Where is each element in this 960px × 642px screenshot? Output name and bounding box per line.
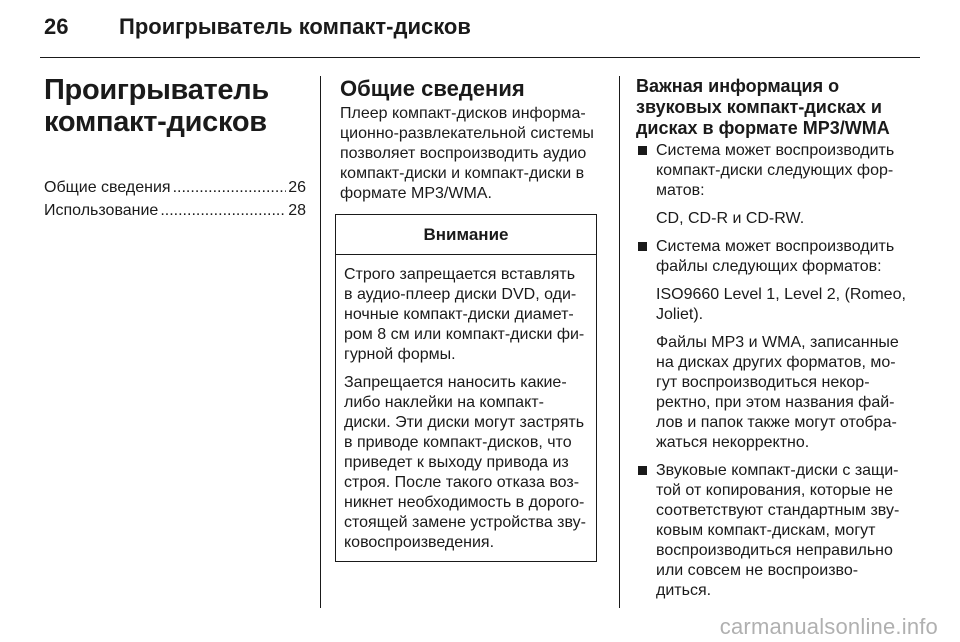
text-line: той от копирования, которые не xyxy=(656,482,894,499)
chapter-title xyxy=(44,74,306,138)
info-list xyxy=(636,141,916,601)
text-line: Joliet). xyxy=(656,306,704,323)
toc-item-usage[interactable] xyxy=(44,199,306,222)
text-line: в аудио-плеер диски DVD, оди- xyxy=(344,286,577,303)
list-item xyxy=(636,461,916,601)
text-line: либо наклейки на компакт- xyxy=(344,394,544,411)
text-line: никнет необходимость в дорого- xyxy=(344,494,585,511)
text-line: гут воспроизводиться некор- xyxy=(656,374,870,391)
square-bullet-icon xyxy=(638,242,647,251)
text-line: Система может воспроизводить xyxy=(656,142,895,159)
intro-paragraph xyxy=(340,104,604,204)
text-line: Плеер компакт-дисков информа- xyxy=(340,105,586,122)
text-line: гурной формы. xyxy=(344,346,456,363)
text-line: в приводе компакт-дисков, что xyxy=(344,434,572,451)
text-line: воспроизводиться неправильно xyxy=(656,542,893,559)
general-column xyxy=(340,76,604,562)
chapter-column xyxy=(44,74,306,222)
section-title: Общие сведения xyxy=(340,76,525,101)
column-divider-1 xyxy=(320,76,321,608)
text-line: строя. После такого отказа воз- xyxy=(344,474,580,491)
toc-leader xyxy=(173,176,287,199)
text-line: или совсем не воспроизво- xyxy=(656,562,859,579)
toc-page: 28 xyxy=(288,202,306,219)
toc-leader xyxy=(160,199,286,222)
text-line: формате MP3/WMA. xyxy=(340,185,492,202)
chapter-title-line: Проигрыватель xyxy=(44,74,269,106)
text-line: ISO9660 Level 1, Level 2, (Romeo, xyxy=(656,286,906,303)
list-item xyxy=(636,141,916,229)
text-line: ночные компакт-диски диамет- xyxy=(344,306,574,323)
chapter-title-line: компакт-дисков xyxy=(44,106,267,138)
text-line: позволяет воспроизводить аудио xyxy=(340,145,587,162)
toc-label: Общие сведения xyxy=(44,179,171,196)
text-line: Файлы MP3 и WMA, записанные xyxy=(656,334,899,351)
list-subparagraph xyxy=(656,285,916,325)
caution-heading: Внимание xyxy=(336,215,596,255)
header-rule xyxy=(40,57,920,58)
text-line: диски. Эти диски могут застрять xyxy=(344,414,585,431)
toc-page: 26 xyxy=(288,179,306,196)
square-bullet-icon xyxy=(638,466,647,475)
text-line: Важная информация о xyxy=(636,76,840,96)
square-bullet-icon xyxy=(638,146,647,155)
text-line: компакт-диски и компакт-диски в xyxy=(340,165,585,182)
list-item xyxy=(636,237,916,453)
text-line: ректно, при этом названия фай- xyxy=(656,394,895,411)
text-line: стоящей замене устройства зву- xyxy=(344,514,586,531)
text-line: соответствуют стандартным зву- xyxy=(656,502,900,519)
text-line: Запрещается наносить какие- xyxy=(344,374,567,391)
page-number: 26 xyxy=(44,14,69,39)
text-line: дисках в формате MP3/WMA xyxy=(636,118,890,138)
caution-box xyxy=(335,214,597,562)
running-title: Проигрыватель компакт-дисков xyxy=(119,14,471,39)
caution-paragraph xyxy=(344,265,588,365)
toc-label: Использование xyxy=(44,202,159,219)
text-line: ковоспроизведения. xyxy=(344,534,495,551)
text-line: ковым компакт-дискам, могут xyxy=(656,522,876,539)
table-of-contents xyxy=(44,176,306,222)
info-title xyxy=(636,76,916,139)
text-line: Система может воспроизводить xyxy=(656,238,895,255)
text-line: компакт-диски следующих фор- xyxy=(656,162,894,179)
text-line: ционно-развлекательной системы xyxy=(340,125,594,142)
text-line: ром 8 см или компакт-диски фи- xyxy=(344,326,585,343)
text-line: матов: xyxy=(656,182,705,199)
watermark: carmanualsonline.info xyxy=(719,614,938,639)
list-subparagraph xyxy=(656,209,916,229)
text-line: Строго запрещается вставлять xyxy=(344,266,576,283)
text-line: Звуковые компакт-диски с защи- xyxy=(656,462,899,479)
text-line: файлы следующих форматов: xyxy=(656,258,882,275)
important-info-column xyxy=(636,76,916,609)
text-line: жаться некорректно. xyxy=(656,434,810,451)
page-header xyxy=(44,14,924,50)
text-line: диться. xyxy=(656,582,712,599)
text-line: звуковых компакт-дисках и xyxy=(636,97,882,117)
column-divider-2 xyxy=(619,76,620,608)
caution-body xyxy=(336,255,596,561)
toc-item-general[interactable] xyxy=(44,176,306,199)
text-line: CD, CD-R и CD-RW. xyxy=(656,210,805,227)
text-line: приведет к выходу привода из xyxy=(344,454,569,471)
caution-paragraph xyxy=(344,373,588,553)
list-subparagraph xyxy=(656,333,916,453)
text-line: лов и папок также могут отобра- xyxy=(656,414,897,431)
text-line: на дисках других форматов, мо- xyxy=(656,354,896,371)
